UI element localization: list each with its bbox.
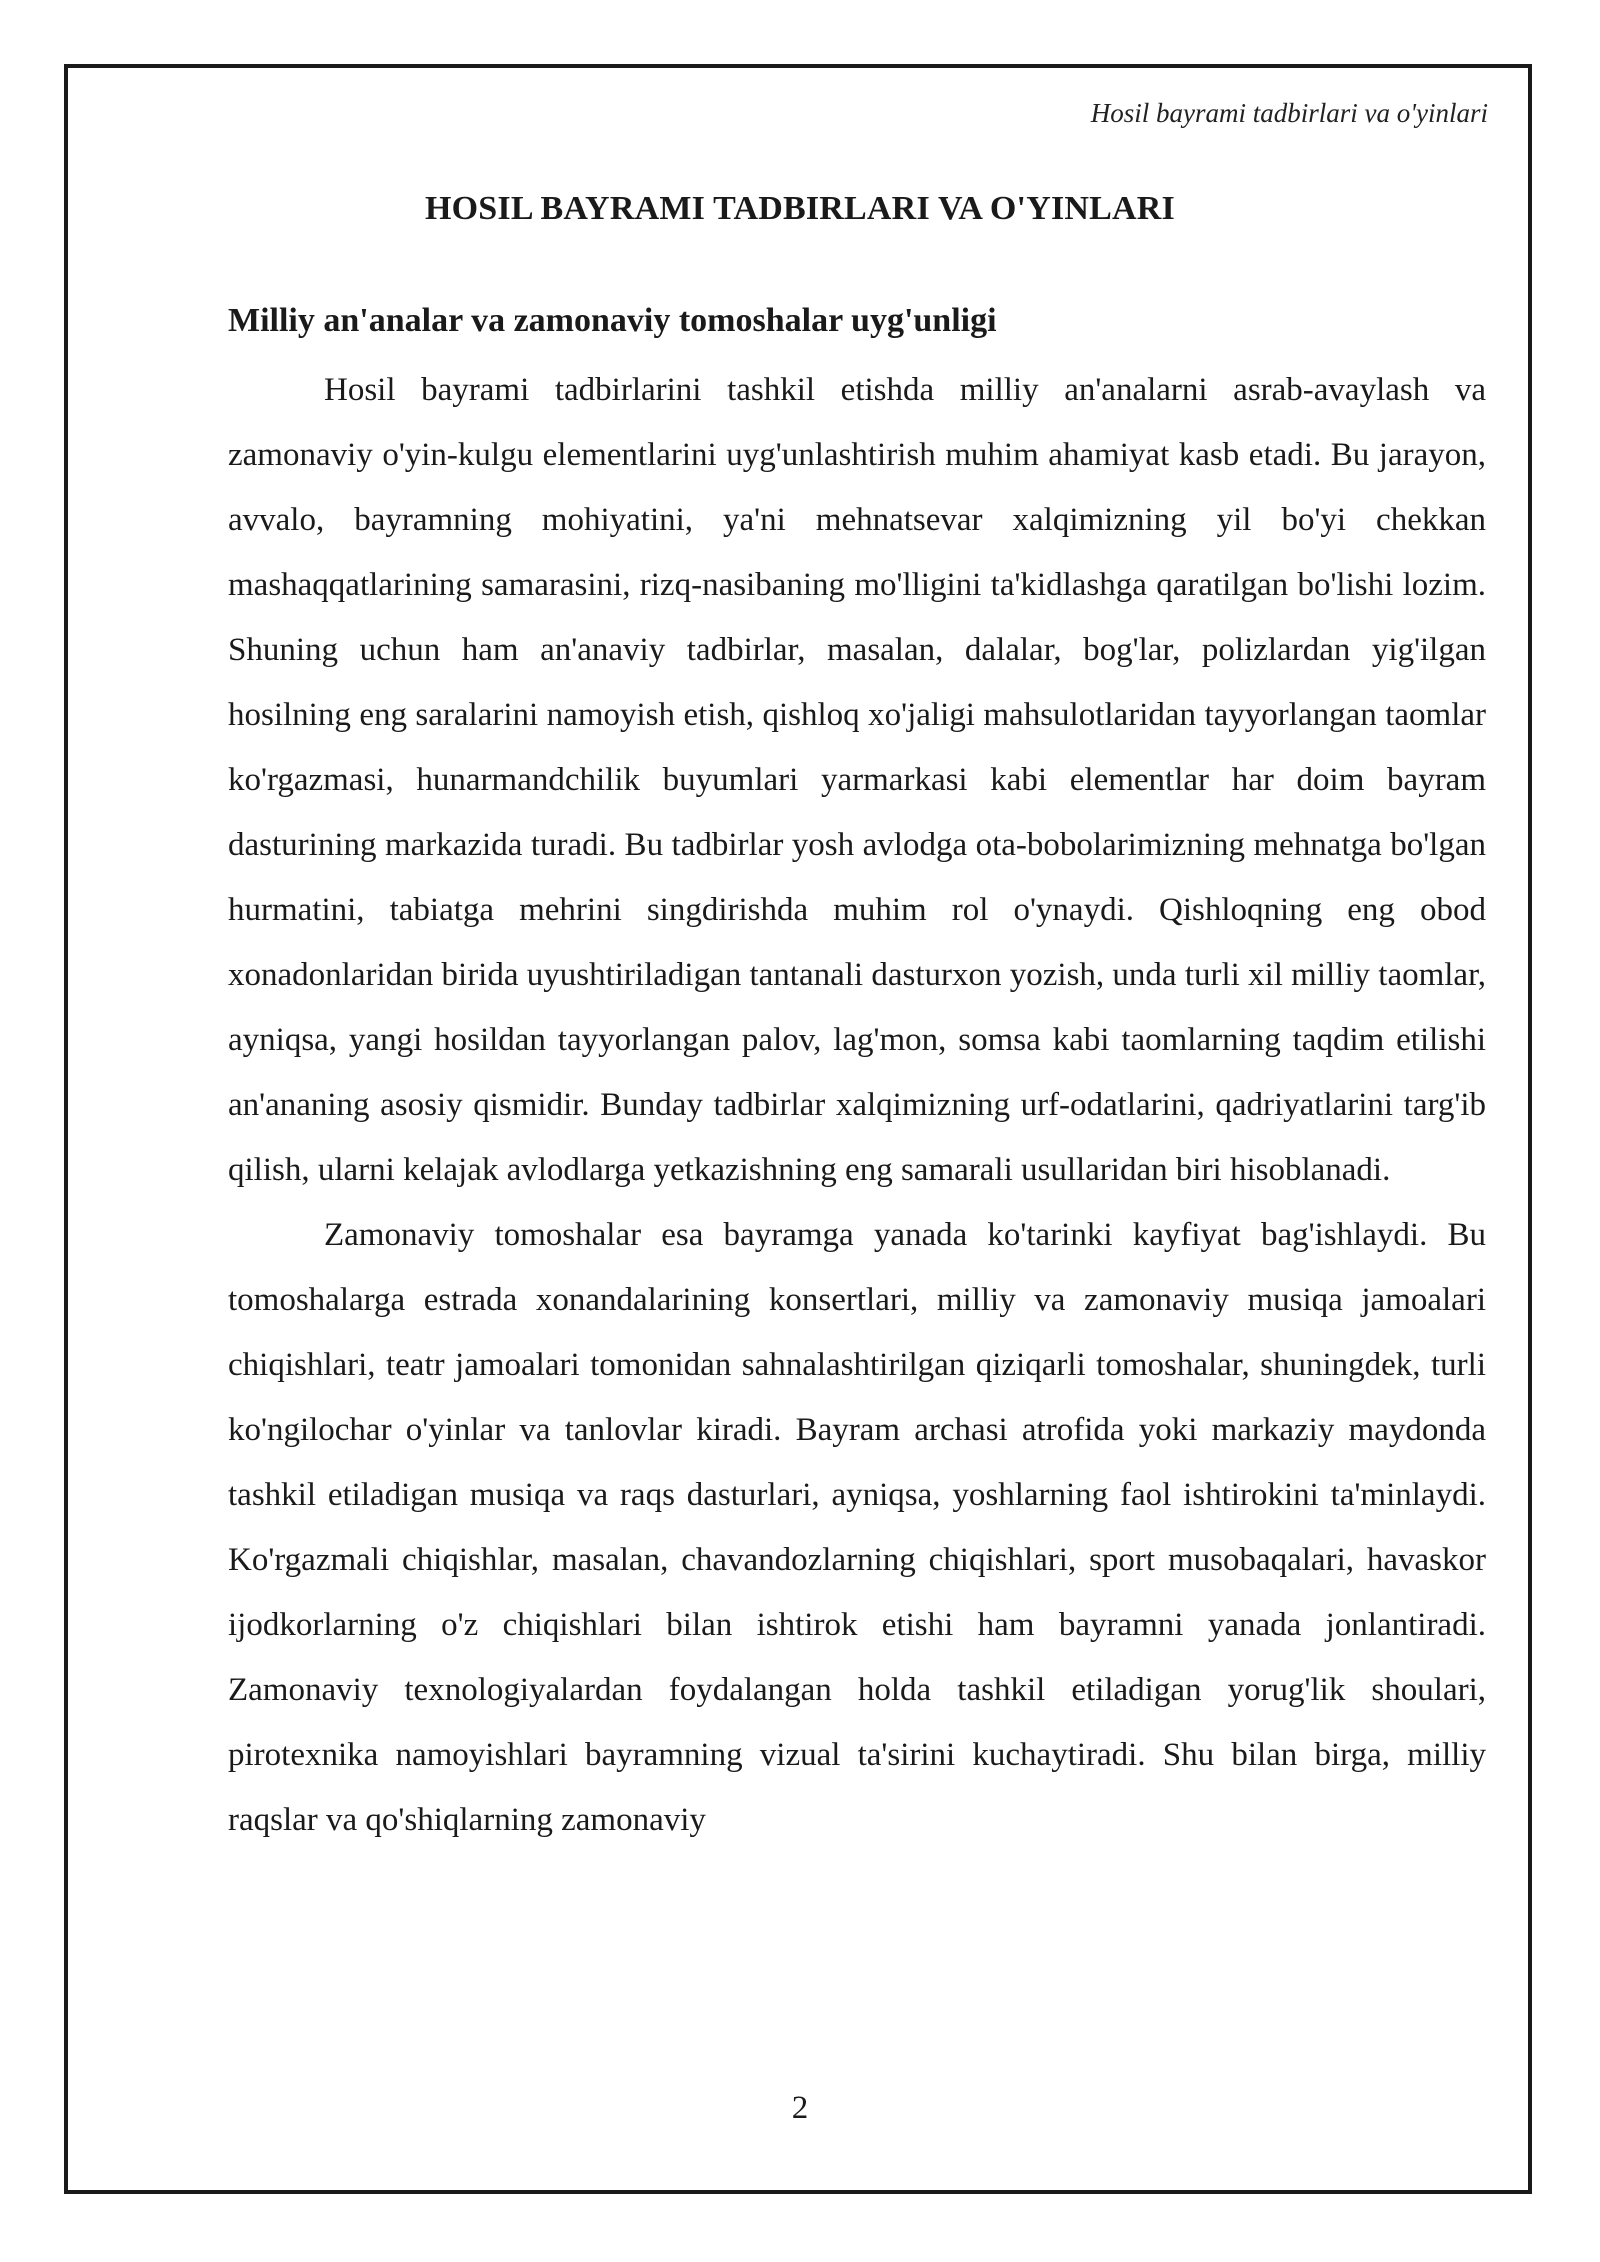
- paragraph-1: Hosil bayrami tadbirlarini tashkil etishda milliy an'analarni asrab-avaylash va zamonaviy o'yin-kulgu elementlarini uyg'unlashtirish muhim ahamiyat kasb etadi. Bu jarayon, avvalo, bayramning mohiyatini, ya'ni mehnatsevar xalqimizning yil bo'yi chekkan mashaqqatlarining samarasini, rizq-nasibaning mo'lligini ta'kidlashga qaratilgan bo'lishi lozim. Shuning uchun ham an'anaviy tadbirlar, masalan, dalalar, bog'lar, polizlardan yig'ilgan hosilning eng saralarini namoyish etish, qishloq xo'jaligi mahsulotlaridan tayyorlangan taomlar ko'rgazmasi, hunarmandchilik buyumlari yarmarkasi kabi elementlar har doim bayram dasturining markazida turadi. Bu tadbirlar yosh avlodga ota-bobolarimizning mehnatga bo'lgan hurmatini, tabiatga mehrini singdirishda muhim rol o'ynaydi. Qishloqning eng obod xonadonlaridan birida uyushtiriladigan tantanali dasturxon yozish, unda turli xil milliy taomlar, ayniqsa, yangi hosildan tayyorlangan palov, lag'mon, somsa kabi taomlarning taqdim etilishi an'ananing asosiy qismidir. Bunday tadbirlar xalqimizning urf-odatlarini, qadriyatlarini targ'ib qilish, ularni kelajak avlodlarga yetkazishning eng samarali usullaridan biri hisoblanadi.: [228, 372, 1486, 1188]
- paragraph-2: Zamonaviy tomoshalar esa bayramga yanada ko'tarinki kayfiyat bag'ishlaydi. Bu tomoshalarga estrada xonandalarining konsertlari, milliy va zamonaviy musiqa jamoalari chiqishlari, teatr jamoalari tomonidan sahnalashtirilgan qiziqarli tomoshalar, shuningdek, turli ko'ngilochar o'yinlar va tanlovlar kiradi. Bayram archasi atrofida yoki markaziy maydonda tashkil etiladigan musiqa va raqs dasturlari, ayniqsa, yoshlarning faol ishtirokini ta'minlaydi. Ko'rgazmali chiqishlar, masalan, chavandozlarning chiqishlari, sport musobaqalari, havaskor ijodkorlarning o'z chiqishlari bilan ishtirok etishi ham bayramni yanada jonlantiradi. Zamonaviy texnologiyalardan foydalangan holda tashkil etiladigan yorug'lik shoulari, pirotexnika namoyishlari bayramning vizual ta'sirini kuchaytiradi. Shu bilan birga, milliy raqslar va qo'shiqlarning zamonaviy: [228, 1217, 1486, 1838]
- section-heading: Milliy an'analar va zamonaviy tomoshalar uyg'unligi: [228, 302, 997, 339]
- document-title: HOSIL BAYRAMI TADBIRLARI VA O'YINLARI: [425, 190, 1175, 227]
- document-body: [228, 296, 1486, 1853]
- running-header: Hosil bayrami tadbirlari va o'yinlari: [1090, 98, 1488, 128]
- page-number: 2: [791, 2090, 809, 2126]
